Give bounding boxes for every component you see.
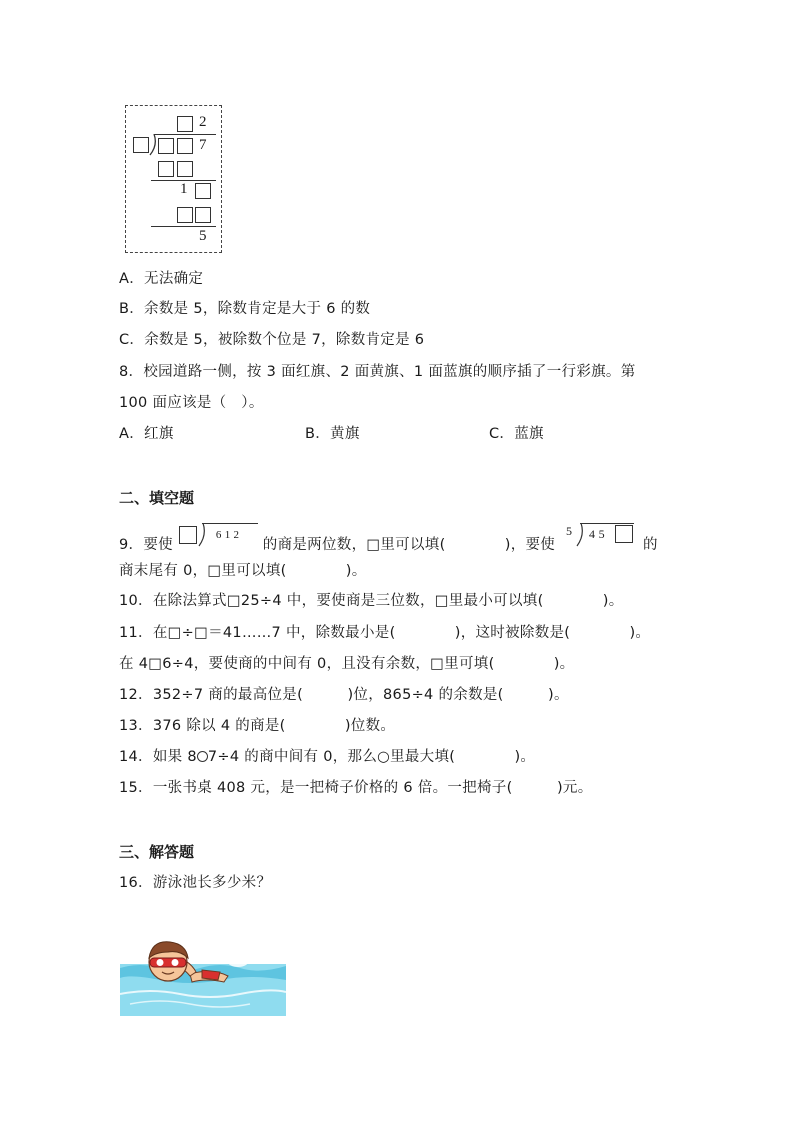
division-bar bbox=[154, 134, 216, 135]
division-bracket bbox=[198, 523, 208, 547]
q10: 10．在除法算式□25÷4 中，要使商是三位数，□里最小可以填( )。 bbox=[119, 593, 624, 609]
q14-suffix: 7÷4 的商中间有 0，那么○里最大填( )。 bbox=[207, 749, 536, 765]
q13: 13．376 除以 4 的商是( )位数。 bbox=[119, 718, 396, 734]
q12: 12．352÷7 商的最高位是( )位，865÷4 的余数是( )。 bbox=[119, 687, 569, 703]
dividend-text: 6 1 2 bbox=[215, 529, 240, 541]
quotient-digit: 2 bbox=[199, 114, 207, 130]
blank-box bbox=[177, 138, 193, 154]
blank-box bbox=[158, 138, 174, 154]
blank-box bbox=[158, 161, 174, 177]
partial-digit: 1 bbox=[180, 181, 188, 197]
divisor-box bbox=[179, 526, 197, 544]
section-heading: 二、填空题 bbox=[119, 489, 195, 507]
subtract-line bbox=[151, 226, 216, 227]
blank-box bbox=[177, 116, 193, 132]
q7-option-a[interactable]: A．无法确定 bbox=[119, 271, 204, 287]
q9-division-2 bbox=[560, 524, 638, 555]
q7-option-b[interactable]: B．余数是 5，除数肯定是大于 6 的数 bbox=[119, 301, 371, 317]
q9-suffix: 的 bbox=[642, 537, 658, 553]
q9-division-1 bbox=[178, 531, 258, 555]
q11-line2: 在 4□6÷4，要使商的中间有 0，且没有余数，□里可填( )。 bbox=[119, 656, 575, 672]
q14 bbox=[119, 747, 535, 767]
q9-line2: 商末尾有 0，□里可以填( )。 bbox=[119, 563, 367, 579]
blank-box bbox=[177, 161, 193, 177]
q9-line1 bbox=[119, 524, 658, 555]
dividend-digit: 7 bbox=[199, 137, 207, 153]
blank-box bbox=[195, 183, 211, 199]
q14-prefix: 14．如果 8 bbox=[119, 749, 197, 765]
blank-box bbox=[615, 525, 633, 543]
division-puzzle bbox=[125, 105, 222, 253]
q8-option-c[interactable]: C．蓝旗 bbox=[489, 426, 544, 442]
q9-prefix: 9．要使 bbox=[119, 537, 173, 553]
division-bracket bbox=[148, 134, 158, 156]
section-heading: 三、解答题 bbox=[119, 843, 195, 861]
swimmer-illustration bbox=[120, 934, 286, 1016]
division-bracket bbox=[576, 523, 586, 547]
dividend-text: 4 5 bbox=[589, 527, 605, 541]
q16: 16．游泳池长多少米？ bbox=[119, 875, 272, 891]
circle-blank bbox=[197, 751, 208, 762]
remainder-digit: 5 bbox=[199, 228, 207, 244]
divisor-box bbox=[133, 137, 149, 153]
q8-option-b[interactable]: B．黄旗 bbox=[305, 426, 360, 442]
q15: 15．一张书桌 408 元，是一把椅子价格的 6 倍。一把椅子( )元。 bbox=[119, 780, 593, 796]
q8-line1: 8．校园道路一侧，按 3 面红旗、2 面黄旗、1 面蓝旗的顺序插了一行彩旗。第 bbox=[119, 364, 636, 380]
blank-box bbox=[195, 207, 211, 223]
q11-line1: 11．在□÷□＝41……7 中，除数最小是( )，这时被除数是( )。 bbox=[119, 625, 651, 641]
divisor-text: 5 bbox=[566, 524, 573, 538]
q8-option-a[interactable]: A．红旗 bbox=[119, 426, 174, 442]
q8-line2: 100 面应该是（ ）。 bbox=[119, 395, 264, 411]
q7-option-c[interactable]: C．余数是 5，被除数个位是 7，除数肯定是 6 bbox=[119, 332, 425, 348]
division-bar bbox=[202, 523, 258, 524]
q9-middle: 的商是两位数，□里可以填( )，要使 bbox=[262, 537, 556, 553]
blank-box bbox=[177, 207, 193, 223]
